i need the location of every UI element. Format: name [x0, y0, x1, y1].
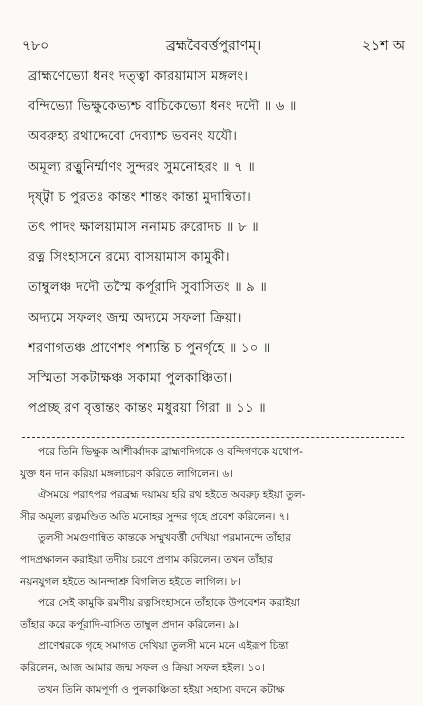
translation-line: করিলেন, আজ আমার জন্ম সফল ও ক্রিয়া সফল হইল। ১০।: [20, 661, 265, 674]
translation-line: পরে তিনি ভিক্ষুক আশীর্ব্বাদক ব্রাহ্মণদিগকে ও বন্দিগণকে যথোপ-: [38, 446, 303, 458]
running-header: [22, 34, 405, 56]
translation-line: যুক্ত ধন দান করিয়া মঙ্গলাচরণ করিতে লাগিলেন। ৬।: [20, 467, 233, 480]
verse-line: অবরুহ্য রথাদ্দেবো দেব্যাশ্চ ভবনং যযৌ।: [28, 129, 238, 145]
chapter-label: ২১শ অ: [361, 38, 405, 54]
sanskrit-verses: [28, 62, 398, 424]
translation-line: ঐসময়ে পরাৎপর পরব্রহ্ম দয়াময় হরি রথ হইতে অবরুঢ় হইয়া তুল-: [38, 489, 306, 502]
verse-line: ব্রাহ্মণেভ্যো ধনং দত্ত্বা কারয়ামাস মঙ্গলং।: [28, 69, 249, 84]
verse-line: অমূল্য রত্নুনির্ম্মাণং সুন্দরং সুমনোহরং ॥ ৭ ॥: [28, 159, 255, 175]
section-divider: [22, 437, 404, 438]
verse-line: পপ্রচ্ছ রণ বৃত্তান্তং কান্তং মধুরয়া গিরা ॥ ১১ ॥: [28, 401, 266, 417]
translation-line: প্রাণেশ্বরকে গৃহে সমাগত দেখিয়া তুলসী মনে মনে এইরূপ চিন্তা: [38, 640, 289, 653]
translation-line: তাঁহার করে কর্পূরাদি-বাসিত তাম্বুল প্রদান করিলেন। ৯।: [20, 618, 239, 631]
verse-line: তৎ পাদং ক্ষালয়ামাস ননামচ রুরোদচ ॥ ৮ ॥: [28, 219, 259, 235]
translation-line: সীর অমূল্য রত্নমণ্ডিত অতি মনোহর সুন্দর গৃহে প্রবেশ করিলেন। ৭।: [20, 510, 290, 523]
translation-line: তুলসী সমগুণান্বিত কান্তকে সম্মুখবর্ত্তী দেখিয়া পরমানন্দে তাঁহার: [38, 532, 291, 545]
verse-line: বন্দিভ্যো ভিক্ষুকেভ্যশ্চ বাচিকেভ্যো ধনং দদৌ ॥ ৬ ॥: [28, 99, 297, 115]
translation-line: নয়নযুগল হইতে আনন্দাশ্রু বিগলিত হইতে লাগিল। ৮।: [20, 575, 241, 588]
verse-line: দৃষ্ট্বা চ পুরতঃ কান্তং শান্তং কান্তা মুদান্বিতা।: [28, 189, 252, 205]
translation-line: পরে সেই কামুকি রমণীয় রত্নসিংহাসনে তাঁহাকে উপবেশন করাইয়া: [38, 597, 300, 610]
verse-line: অদ্যমে সফলং জন্ম অদ্যমে সফলা ক্রিয়া।: [28, 310, 242, 326]
translation-line: তখন তিনি কামপূর্ণা ও পুলকাঞ্চিতা হইয়া সহাস্য বদনে কটাক্ষ: [38, 683, 285, 696]
verse-line: শরণাগতঞ্চ প্রাণেশং পশ্যন্তি চ পুনর্গৃহে ॥ ১০ ॥: [28, 340, 271, 356]
verse-line: সস্মিতা সকটাক্ষঞ্চ সকামা পুলকাঞ্চিতা।: [28, 370, 233, 386]
book-title: ব্রহ্মবৈবর্ত্তপুরাণম্।: [165, 38, 262, 54]
verse-line: রত্ন সিংহাসনে রম্যে বাসয়ামাস কামুকী।: [28, 250, 230, 266]
verse-line: তাম্বুলঞ্চ দদৌ তস্মৈ কর্পূরাদি সুবাসিতং ॥ ৯ ॥: [28, 280, 268, 296]
page-number: ৭৮০: [22, 38, 50, 54]
bengali-translation: [20, 442, 408, 701]
translation-line: পাদপ্রক্ষালন করাইয়া তদীয় চরণে প্রণাম করিলেন। তখন তাঁহার: [20, 553, 273, 566]
